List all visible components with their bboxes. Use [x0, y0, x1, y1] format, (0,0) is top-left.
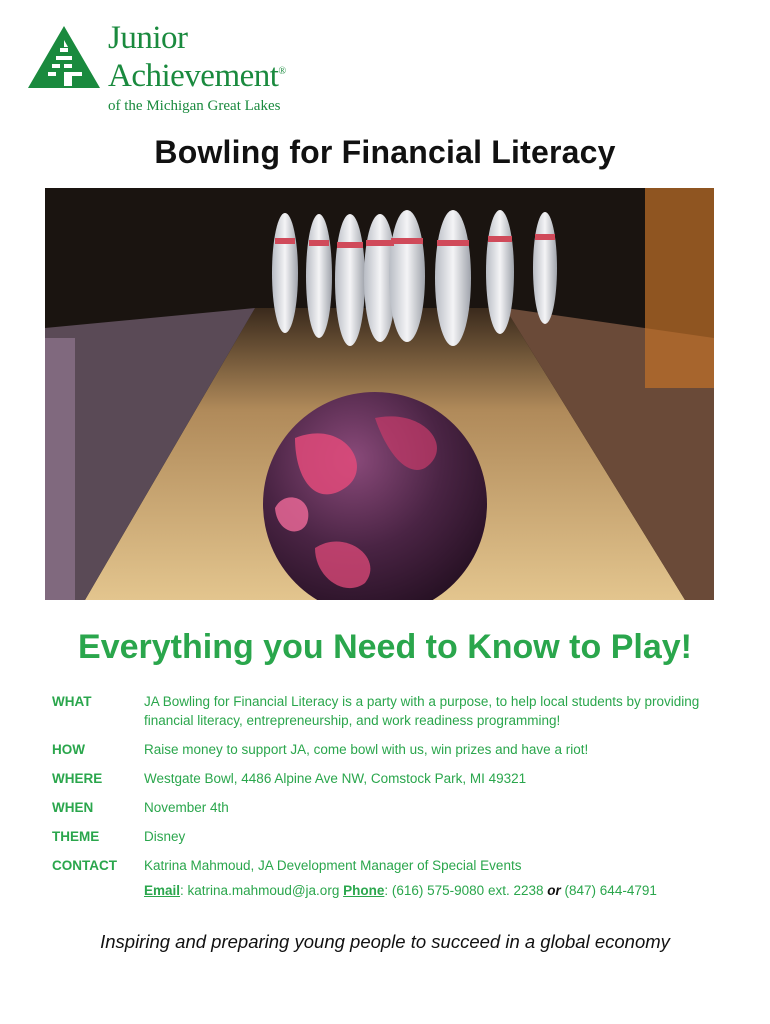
detail-row-when: [52, 798, 732, 817]
detail-row-what: [52, 692, 732, 730]
detail-label: CONTACT: [52, 858, 117, 873]
detail-label: WHEN: [52, 800, 94, 815]
ja-logo-icon: [28, 26, 100, 90]
detail-label: WHERE: [52, 771, 103, 786]
email-link[interactable]: katrina.mahmoud@ja.org: [187, 883, 340, 898]
email-separator: :: [180, 883, 188, 898]
tagline: Inspiring and preparing young people to succeed in a global economy: [100, 931, 670, 952]
or-word: or: [547, 883, 561, 898]
detail-value: JA Bowling for Financial Literacy is a party with a purpose, to help local students by providing financial literacy, entrepreneurship, and work readiness programming!: [144, 694, 700, 728]
contact-info-line: [144, 881, 732, 900]
page-title: Bowling for Financial Literacy: [154, 134, 616, 170]
registered-mark: ®: [278, 66, 286, 77]
detail-row-where: [52, 769, 732, 788]
detail-value: Disney: [144, 829, 186, 844]
logo-line-achievement: [108, 55, 286, 93]
email-label: Email: [144, 883, 181, 898]
detail-label: THEME: [52, 829, 100, 844]
event-details: [52, 692, 732, 910]
detail-value: [144, 856, 732, 900]
bowling-ball-and-pins-photo: [45, 188, 714, 600]
logo-achievement-text: Achievement: [108, 58, 279, 94]
phone-label: Phone: [343, 883, 385, 898]
logo-line-region: of the Michigan Great Lakes: [108, 98, 281, 114]
alt-phone-number: (847) 644-4791: [564, 883, 657, 898]
contact-person: Katrina Mahmoud, JA Development Manager of Special Events: [144, 858, 522, 873]
logo: [28, 22, 328, 114]
detail-value: Raise money to support JA, come bowl with us, win prizes and have a riot!: [144, 742, 589, 757]
detail-row-contact: [52, 856, 732, 900]
phone-number: (616) 575-9080 ext. 2238: [391, 883, 544, 898]
logo-line-junior: Junior: [108, 20, 188, 56]
phone-separator: :: [384, 883, 392, 898]
detail-label: WHAT: [52, 694, 92, 709]
logo-wordmark: [108, 22, 286, 117]
detail-value: Westgate Bowl, 4486 Alpine Ave NW, Comstock Park, MI 49321: [144, 771, 527, 786]
detail-label: HOW: [52, 742, 85, 757]
detail-row-how: [52, 740, 732, 759]
detail-value: November 4th: [144, 800, 229, 815]
detail-row-theme: [52, 827, 732, 846]
section-heading: Everything you Need to Know to Play!: [78, 628, 692, 666]
